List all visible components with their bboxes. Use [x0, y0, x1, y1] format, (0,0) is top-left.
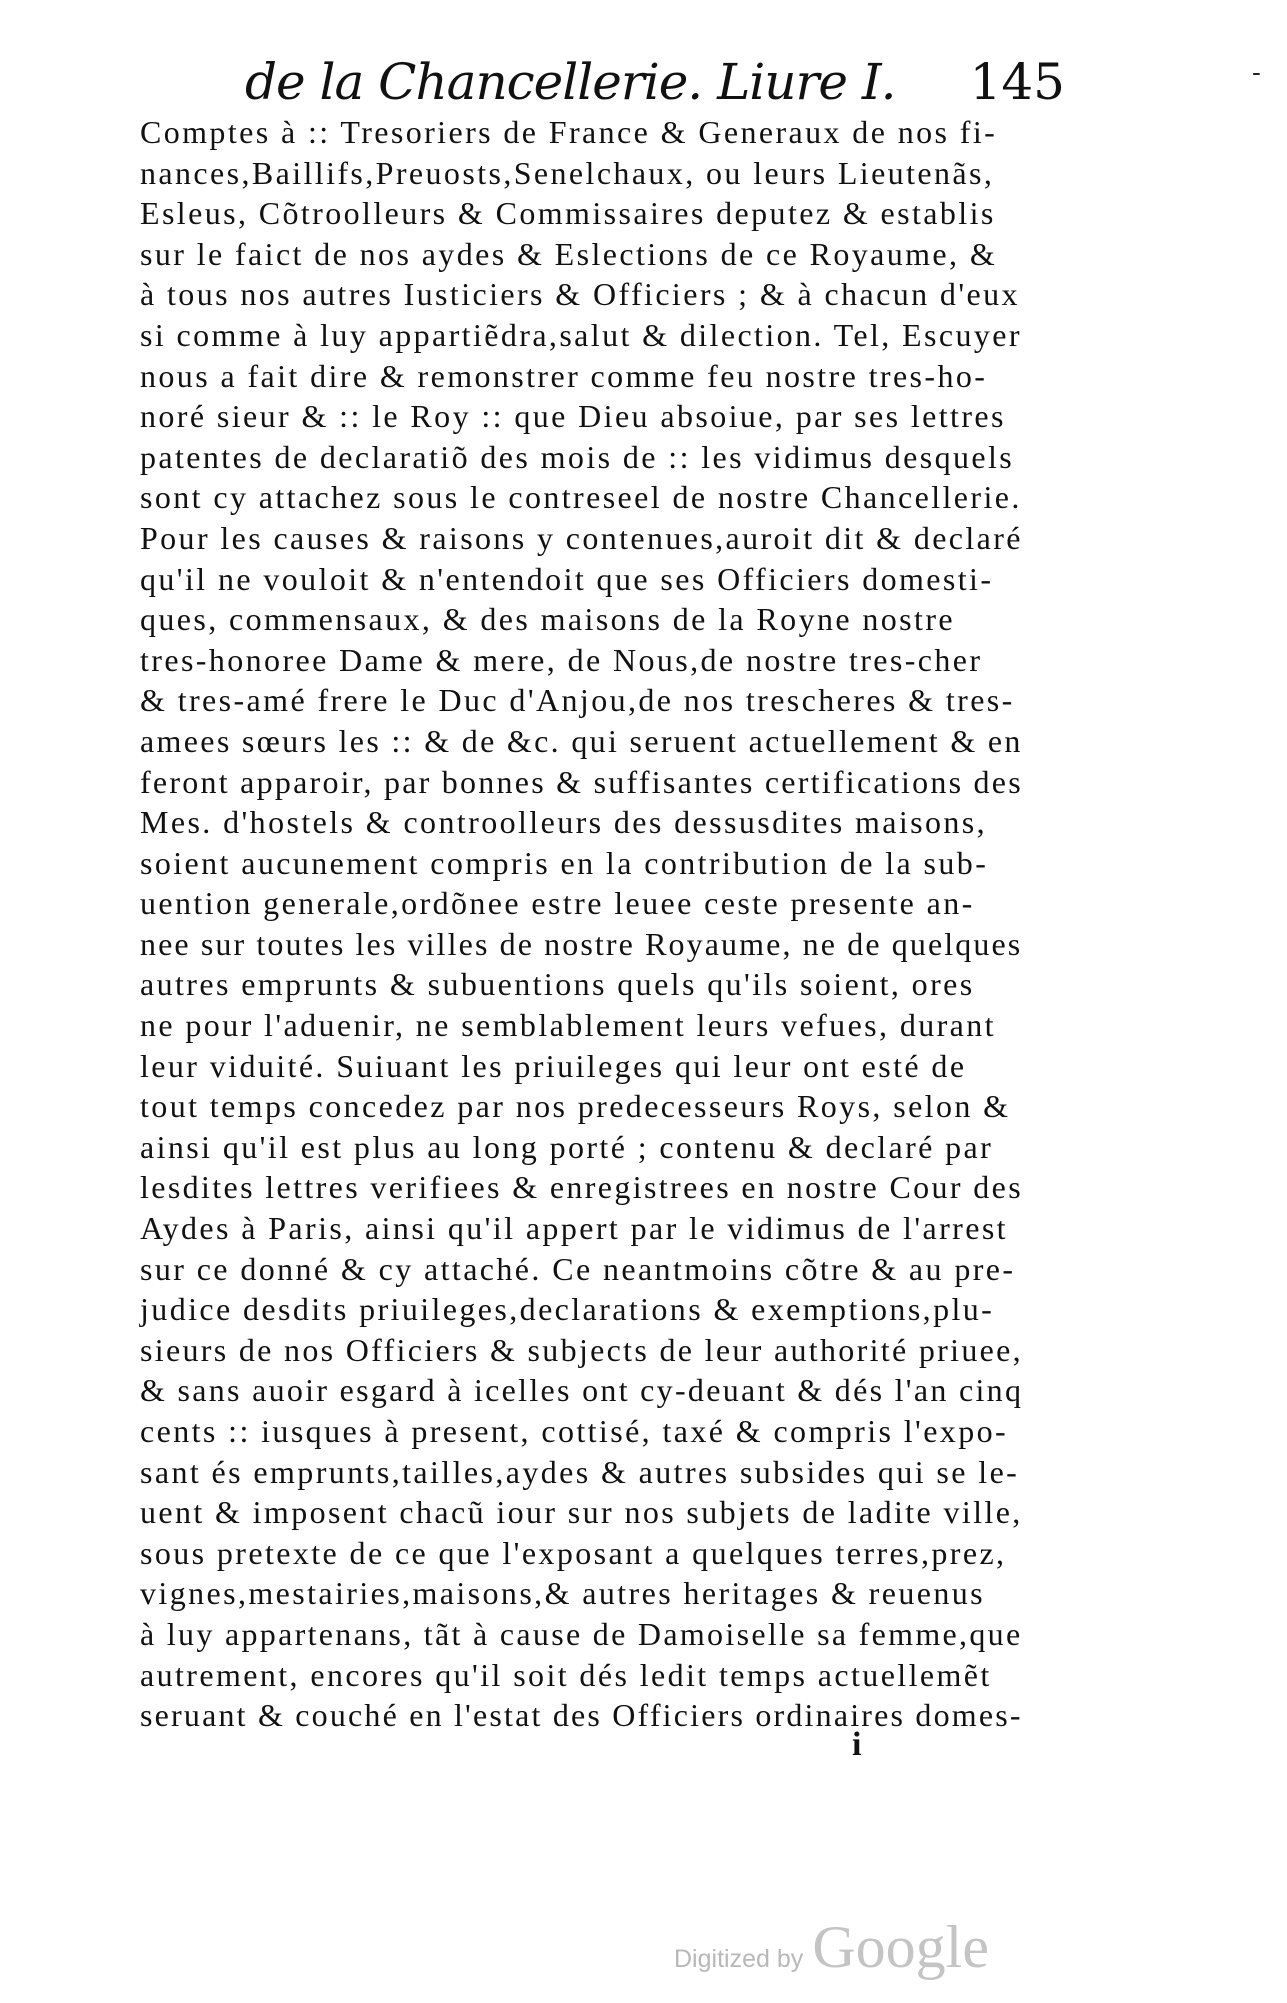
text-line: tout temps concedez par nos predecesseurs Roys, selon & [140, 1088, 1011, 1125]
catchword: i [852, 1726, 862, 1763]
text-line: autrement, encores qu'il soit dés ledit temps actuellemẽt [140, 1656, 992, 1693]
text-line: nous a fait dire & remonstrer comme feu nostre tres-ho- [140, 357, 988, 394]
text-line: sur le faict de nos aydes & Eslections de ce Royaume, & [140, 235, 998, 272]
text-line: sont cy attachez sous le contreseel de nostre Chancellerie. [140, 479, 1022, 516]
text-line: sant és emprunts,tailles,aydes & autres subsides qui se le- [140, 1453, 1020, 1490]
text-line: amees sœurs les :: & de &c. qui seruent actuellement & en [140, 722, 1023, 759]
stamp-brand-logo: Google [812, 1914, 989, 1980]
text-line: feront apparoir, par bonnes & suffisantes certifications des [140, 763, 1023, 800]
text-line: sur ce donné & cy attaché. Ce neantmoins cõtre & au pre- [140, 1250, 1016, 1287]
page-header [245, 52, 1065, 112]
text-line: Mes. d'hostels & controolleurs des dessusdites maisons, [140, 804, 988, 841]
text-line: ne pour l'aduenir, ne semblablement leurs vefues, durant [140, 1007, 996, 1044]
text-line: ainsi qu'il est plus au long porté ; contenu & declaré par [140, 1128, 994, 1165]
text-line: & sans auoir esgard à icelles ont cy-deuant & dés l'an cinq [140, 1372, 1024, 1409]
text-line: sous pretexte de ce que l'exposant a quelques terres,prez, [140, 1534, 1007, 1571]
text-line: noré sieur & :: le Roy :: que Dieu absoiue, par ses lettres [140, 398, 1006, 435]
text-line: judice desdits priuileges,declarations & exemptions,plu- [140, 1291, 995, 1328]
text-line: Pour les causes & raisons y contenues,auroit dit & declaré [140, 519, 1023, 556]
text-line: & tres-amé frere le Duc d'Anjou,de nos trescheres & tres- [140, 682, 1015, 719]
digitization-stamp [674, 1913, 989, 1980]
text-line: uent & imposent chacũ iour sur nos subjets de ladite ville, [140, 1494, 1023, 1531]
text-line: lesdites lettres verifiees & enregistrees en nostre Cour des [140, 1169, 1024, 1206]
body-text [140, 112, 1024, 1736]
text-line: nances,Baillifs,Preuosts,Senelchaux, ou leurs Lieutenãs, [140, 154, 995, 191]
margin-mark: - [1252, 58, 1261, 88]
text-line: à tous nos autres Iusticiers & Officiers ; & à chacun d'eux [140, 276, 1020, 313]
page-number: 145 [969, 53, 1065, 111]
text-line: nee sur toutes les villes de nostre Royaume, ne de quelques [140, 925, 1023, 962]
text-line: à luy appartenans, tãt à cause de Damoiselle sa femme,que [140, 1615, 1023, 1652]
text-line: Comptes à :: Tresoriers de France & Generaux de nos fi- [140, 114, 998, 150]
text-line: Esleus, Cõtroolleurs & Commissaires deputez & establis [140, 195, 996, 232]
text-line: seruant & couché en l'estat des Officiers ordinaires domes- [140, 1697, 1023, 1734]
text-line: patentes de declaratiõ des mois de :: les vidimus desquels [140, 438, 1015, 475]
text-line: soient aucunement compris en la contribution de la sub- [140, 844, 989, 881]
text-line: uention generale,ordõnee estre leuee ceste presente an- [140, 885, 975, 922]
text-line: tres-honoree Dame & mere, de Nous,de nostre tres-cher [140, 641, 983, 678]
text-line: Aydes à Paris, ainsi qu'il appert par le vidimus de l'arrest [140, 1210, 1008, 1247]
text-line: si comme à luy appartiẽdra,salut & dilection. Tel, Escuyer [140, 316, 1022, 353]
text-line: autres emprunts & subuentions quels qu'ils soient, ores [140, 966, 975, 1003]
text-line: qu'il ne vouloit & n'entendoit que ses Officiers domesti- [140, 560, 994, 597]
running-head: de la Chancellerie. Liure I. [245, 53, 896, 111]
text-line: sieurs de nos Officiers & subjects de leur authorité priuee, [140, 1331, 1023, 1368]
stamp-prefix: Digitized by [674, 1945, 804, 1973]
text-line: cents :: iusques à present, cottisé, taxé & compris l'expo- [140, 1413, 1009, 1449]
text-line: vignes,mestairies,maisons,& autres heritages & reuenus [140, 1575, 985, 1612]
text-line: leur viduité. Suiuant les priuileges qui leur ont esté de [140, 1047, 967, 1084]
text-line: ques, commensaux, & des maisons de la Royne nostre [140, 601, 955, 638]
